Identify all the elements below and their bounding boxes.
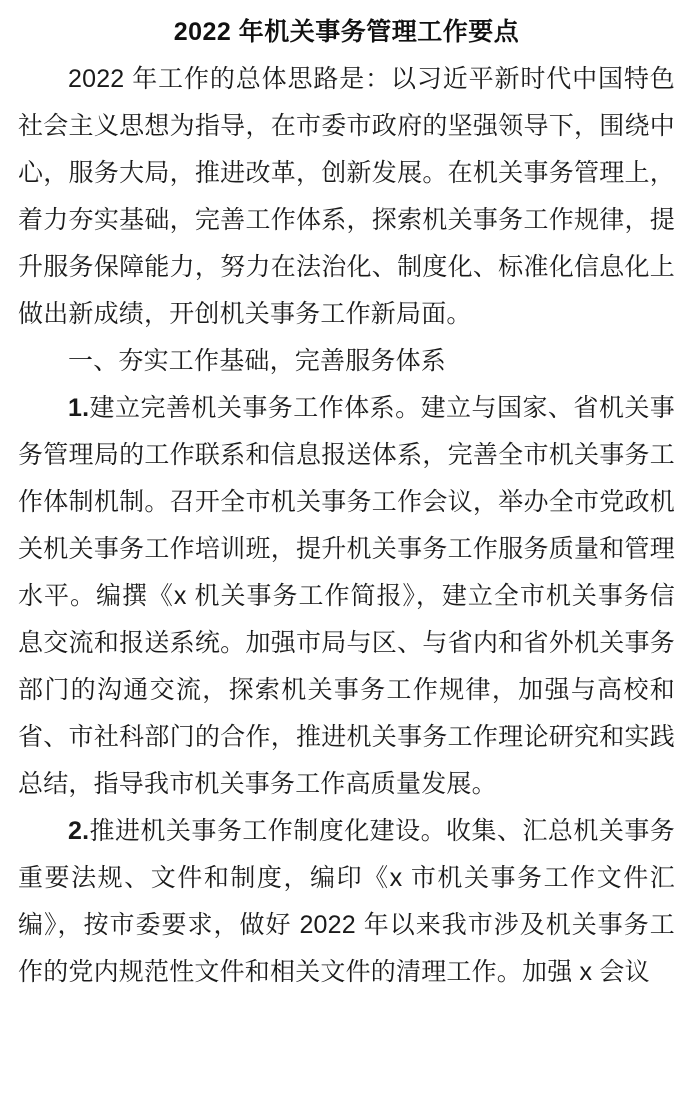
item-2-number: 2. — [68, 817, 90, 845]
item-1-number: 1. — [68, 394, 90, 422]
section-heading-one: 一、夯实工作基础，完善服务体系 — [68, 347, 447, 375]
page-title: 2022 年机关事务管理工作要点 — [173, 18, 520, 46]
item-2-text: 推进机关事务工作制度化建设。收集、汇总机关事务重要法规、文件和制度，编印《x 市机关事务工作文件汇编》，按市委要求，做好 2022 年以来我市涉及机关事务工作的党内规范性文件和相关文件的清理工作。加强 x 会议 — [18, 817, 675, 986]
overview-paragraph: 2022 年工作的总体思路是：以习近平新时代中国特色社会主义思想为指导，在市委市政府的坚强领导下，围绕中心，服务大局，推进改革，创新发展。在机关事务管理上，着力夯实基础，完善工作体系，探索机关事务工作规律，提升服务保障能力，努力在法治化、制度化、标准化信息化上做出新成绩，开创机关事务工作新局面。 — [18, 65, 675, 328]
item-1-text: 建立完善机关事务工作体系。建立与国家、省机关事务管理局的工作联系和信息报送体系，完善全市机关事务工作体制机制。召开全市机关事务工作会议，举办全市党政机关机关事务工作培训班，提升机关事务工作服务质量和管理水平。编撰《x 机关事务工作简报》，建立全市机关事务信息交流和报送系统。加强市局与区、与省内和省外机关事务部门的沟通交流，探索机关事务工作规律，加强与高校和省、市社科部门的合作，推进机关事务工作理论研究和实践总结，指导我市机关事务工作高质量发展。 — [18, 394, 675, 798]
item-2-paragraph — [18, 808, 675, 996]
item-1-paragraph — [18, 385, 675, 808]
